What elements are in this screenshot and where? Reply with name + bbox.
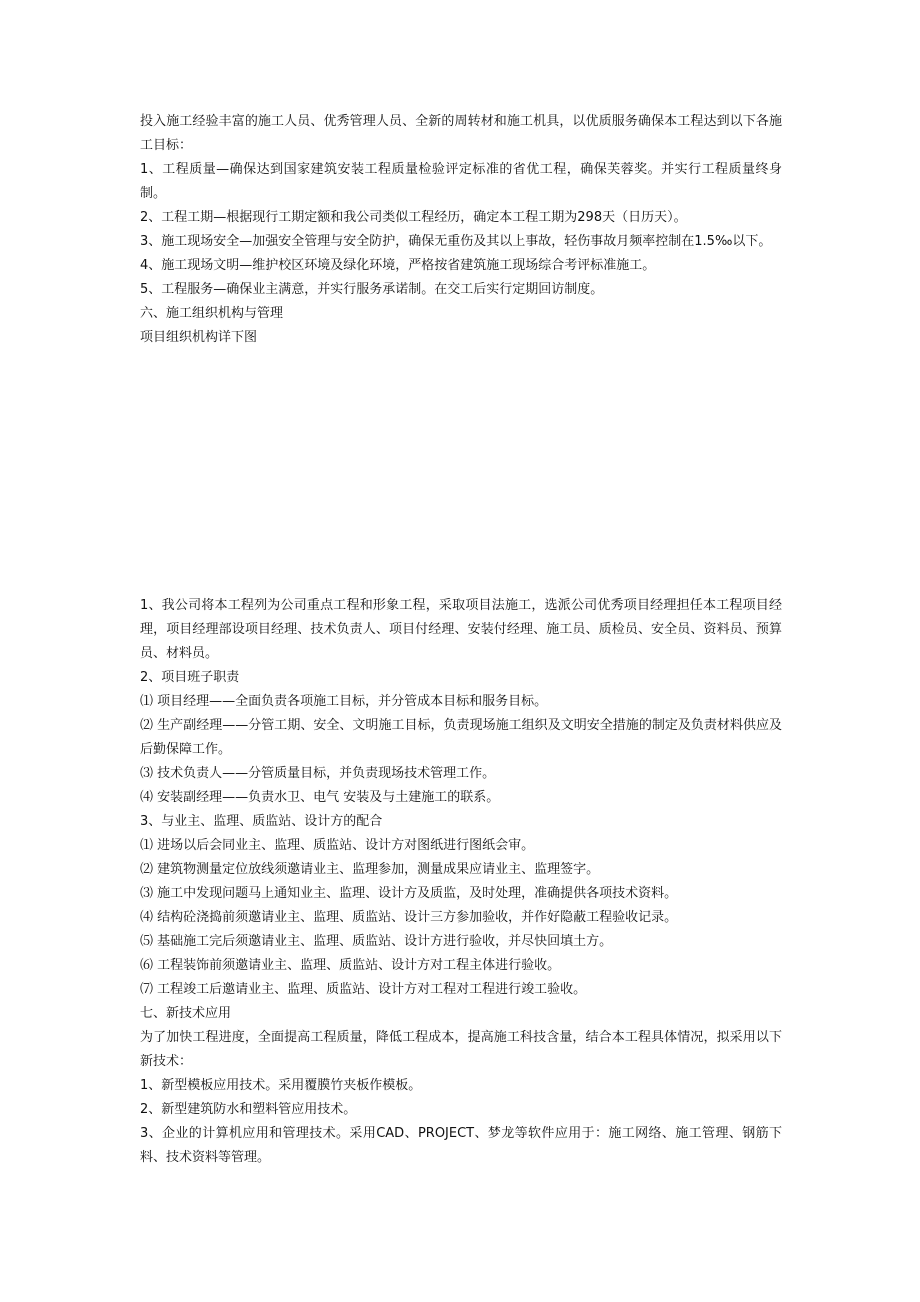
paragraph-goal-quality: 1、工程质量—确保达到国家建筑安装工程质量检验评定标准的省优工程，确保芙蓉奖。并实行工程质量终身制。 bbox=[140, 162, 782, 201]
subheading-team-duties: 2、项目班子职责 bbox=[140, 670, 240, 685]
list-item-coord-5: ⑸ 基础施工完后须邀请业主、监理、质监站、设计方进行验收，并尽快回填土方。 bbox=[140, 934, 613, 949]
paragraph-org-1: 1、我公司将本工程列为公司重点工程和形象工程，采取项目法施工，选派公司优秀项目经理担任本工程项目经理，项目经理部设项目经理、技术负责人、项目付经理、安装付经理、施工员、质检员、安全员、资料员、预算员、材料员。 bbox=[140, 598, 782, 661]
paragraph-goal-safety: 3、施工现场安全—加强安全管理与安全防护，确保无重伤及其以上事故，轻伤事故月频率控制在1.5‰以下。 bbox=[140, 234, 772, 249]
lower-text-block bbox=[140, 594, 782, 1170]
list-item-duty-3: ⑶ 技术负责人——分管质量目标，并负责现场技术管理工作。 bbox=[140, 766, 496, 781]
section-heading-organization: 六、施工组织机构与管理 bbox=[140, 306, 284, 321]
paragraph-org-chart-note: 项目组织机构详下图 bbox=[140, 330, 258, 345]
list-item-duty-1: ⑴ 项目经理——全面负责各项施工目标，并分管成本目标和服务目标。 bbox=[140, 694, 548, 709]
list-item-coord-1: ⑴ 进场以后会同业主、监理、质监站、设计方对图纸进行图纸会审。 bbox=[140, 838, 535, 853]
upper-text-block bbox=[140, 110, 782, 350]
list-item-tech-1: 1、新型模板应用技术。采用覆膜竹夹板作模板。 bbox=[140, 1078, 422, 1093]
list-item-coord-6: ⑹ 工程装饰前须邀请业主、监理、质监站、设计方对工程主体进行验收。 bbox=[140, 958, 561, 973]
list-item-coord-3: ⑶ 施工中发现问题马上通知业主、监理、设计方及质监，及时处理，准确提供各项技术资料。 bbox=[140, 886, 678, 901]
list-item-duty-2: ⑵ 生产副经理——分管工期、安全、文明施工目标，负责现场施工组织及文明安全措施的制定及负责材料供应及后勤保障工作。 bbox=[140, 718, 782, 757]
list-item-coord-2: ⑵ 建筑物测量定位放线须邀请业主、监理参加，测量成果应请业主、监理签字。 bbox=[140, 862, 600, 877]
subheading-coordination: 3、与业主、监理、质监站、设计方的配合 bbox=[140, 814, 383, 829]
list-item-coord-7: ⑺ 工程竣工后邀请业主、监理、质监站、设计方对工程对工程进行竣工验收。 bbox=[140, 982, 587, 997]
list-item-duty-4: ⑷ 安装副经理——负责水卫、电气 安装及与土建施工的联系。 bbox=[140, 790, 500, 805]
section-heading-new-tech: 七、新技术应用 bbox=[140, 1006, 232, 1021]
paragraph-intro: 投入施工经验丰富的施工人员、优秀管理人员、全新的周转材和施工机具，以优质服务确保本工程达到以下各施工目标： bbox=[140, 114, 782, 153]
list-item-tech-2: 2、新型建筑防水和塑料管应用技术。 bbox=[140, 1102, 357, 1117]
paragraph-goal-civilization: 4、施工现场文明—维护校区环境及绿化环境，严格按省建筑施工现场综合考评标准施工。 bbox=[140, 258, 656, 273]
list-item-tech-3: 3、企业的计算机应用和管理技术。采用CAD、PROJECT、梦龙等软件应用于：施工网络、施工管理、钢筋下料、技术资料等管理。 bbox=[140, 1126, 782, 1165]
paragraph-new-tech-intro: 为了加快工程进度，全面提高工程质量，降低工程成本，提高施工科技含量，结合本工程具体情况，拟采用以下新技术： bbox=[140, 1030, 782, 1069]
paragraph-goal-schedule: 2、工程工期—根据现行工期定额和我公司类似工程经历，确定本工程工期为298天（日历天）。 bbox=[140, 210, 687, 225]
list-item-coord-4: ⑷ 结构砼浇捣前须邀请业主、监理、质监站、设计三方参加验收，并作好隐蔽工程验收记录。 bbox=[140, 910, 678, 925]
paragraph-goal-service: 5、工程服务—确保业主满意，并实行服务承诺制。在交工后实行定期回访制度。 bbox=[140, 282, 604, 297]
